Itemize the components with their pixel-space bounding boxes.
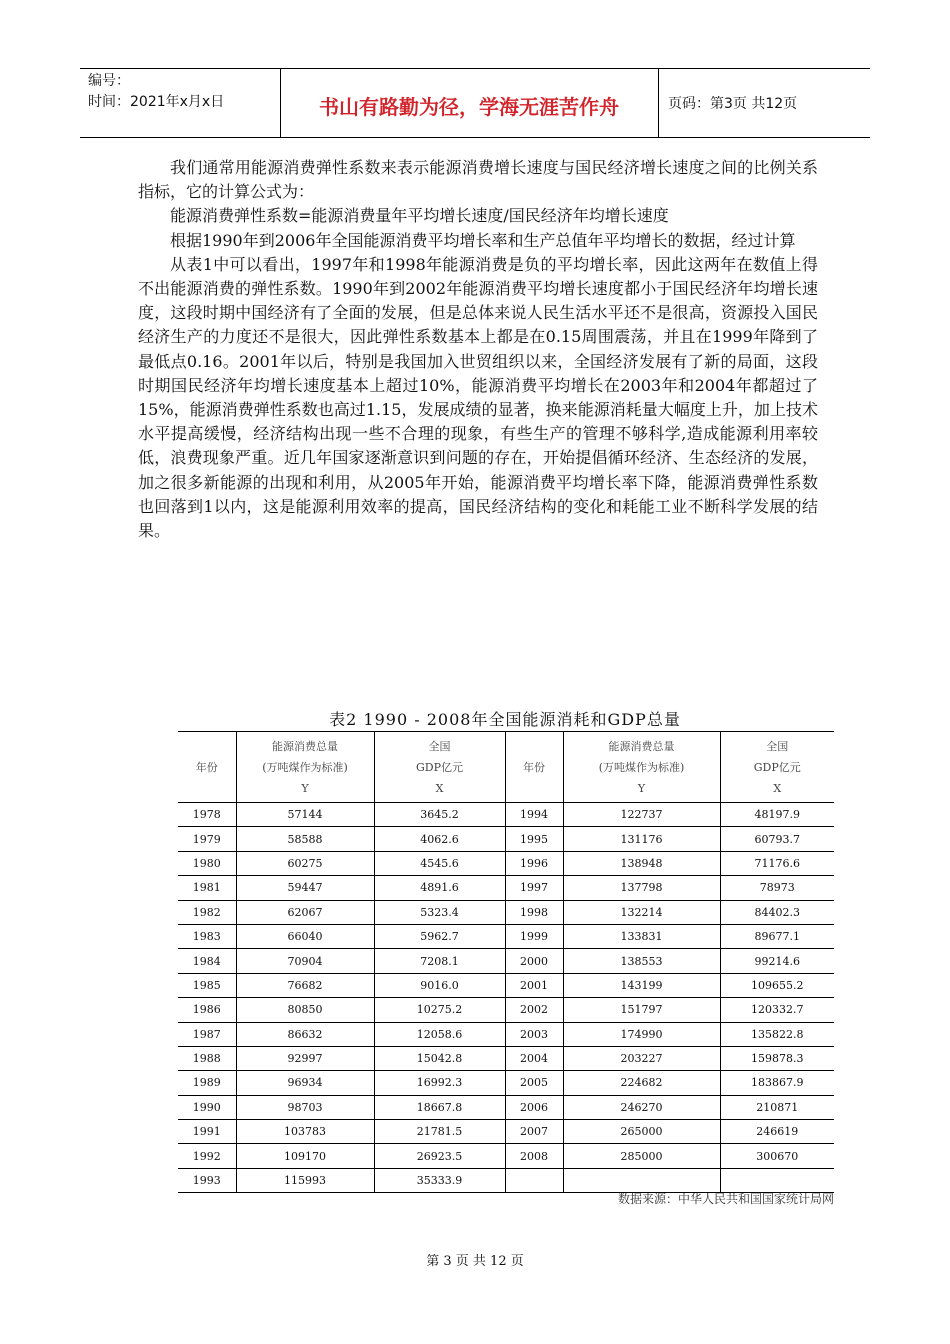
table-cell: 57144: [236, 803, 374, 827]
header-divider: [658, 69, 659, 137]
table-cell: 143199: [563, 973, 720, 997]
table-cell: 1979: [178, 827, 236, 851]
table-cell: 2000: [505, 949, 563, 973]
table-header-cell: [178, 732, 236, 803]
table-row: [178, 973, 834, 997]
table-cell: 1991: [178, 1120, 236, 1144]
table-cell: 246270: [563, 1095, 720, 1119]
table-cell: 80850: [236, 998, 374, 1022]
table-cell: 71176.6: [720, 851, 834, 875]
header-line: GDP亿元: [753, 760, 801, 774]
page-footer: 第 3 页 共 12 页: [426, 1254, 524, 1269]
table-cell: 1986: [178, 998, 236, 1022]
table-cell: 92997: [236, 1046, 374, 1070]
header-line: 能源消费总量: [608, 739, 675, 753]
table-cell: 86632: [236, 1022, 374, 1046]
header-line: (万吨煤作为标准): [262, 760, 348, 774]
table-cell: 122737: [563, 803, 720, 827]
table-cell: 210871: [720, 1095, 834, 1119]
document-number-label: 编号：: [88, 73, 130, 89]
table-cell: 16992.3: [374, 1071, 505, 1095]
table-cell: 159878.3: [720, 1046, 834, 1070]
table-cell: 84402.3: [720, 900, 834, 924]
table-row: [178, 827, 834, 851]
table-cell: 76682: [236, 973, 374, 997]
table-cell: 1983: [178, 924, 236, 948]
table-cell: 131176: [563, 827, 720, 851]
table-row: [178, 1095, 834, 1119]
table-cell: 138948: [563, 851, 720, 875]
table-row: [178, 851, 834, 875]
table-cell: 7208.1: [374, 949, 505, 973]
table-header-row: [178, 732, 834, 803]
table-header-cell: [505, 732, 563, 803]
table-cell: 151797: [563, 998, 720, 1022]
table-cell: 2001: [505, 973, 563, 997]
table-cell: 21781.5: [374, 1120, 505, 1144]
table-header-cell: [374, 732, 505, 803]
table-cell: 96934: [236, 1071, 374, 1095]
table-cell: 26923.5: [374, 1144, 505, 1168]
table-cell: 15042.8: [374, 1046, 505, 1070]
table-cell: 1987: [178, 1022, 236, 1046]
table-cell: 109655.2: [720, 973, 834, 997]
table-cell: 103783: [236, 1120, 374, 1144]
body-text: [138, 156, 818, 543]
header-line: X: [435, 781, 444, 795]
table-cell: 2005: [505, 1071, 563, 1095]
table-cell: 1996: [505, 851, 563, 875]
header-page-number: 页码：第3页 共12页: [668, 96, 798, 112]
table-cell: 138553: [563, 949, 720, 973]
header-line: Y: [301, 781, 309, 795]
table-cell: 1995: [505, 827, 563, 851]
table-cell: 5962.7: [374, 924, 505, 948]
table-caption: 表2 1990 - 2008年全国能源消耗和GDP总量: [329, 710, 681, 729]
page-header: [80, 68, 870, 138]
table-cell: 5323.4: [374, 900, 505, 924]
table-cell: 78973: [720, 876, 834, 900]
table-cell: 1988: [178, 1046, 236, 1070]
table-row: [178, 1046, 834, 1070]
table-row: [178, 949, 834, 973]
table-cell: 183867.9: [720, 1071, 834, 1095]
table-row: [178, 1071, 834, 1095]
table-header-cell: [563, 732, 720, 803]
table-cell: 137798: [563, 876, 720, 900]
table-cell: 203227: [563, 1046, 720, 1070]
table-cell: 1992: [178, 1144, 236, 1168]
table-cell: 4062.6: [374, 827, 505, 851]
paragraph: 我们通常用能源消费弹性系数来表示能源消费增长速度与国民经济增长速度之间的比例关系指标，它的计算公式为：: [138, 158, 818, 202]
table-header-cell: [236, 732, 374, 803]
table-row: [178, 998, 834, 1022]
table-cell: 1978: [178, 803, 236, 827]
paragraph: 从表1中可以看出，1997年和1998年能源消费是负的平均增长率，因此这两年在数值上得不出能源消费的弹性系数。1990年到2002年能源消费平均增长速度都小于国民经济年均增长速度，这段时期中国经济有了全面的发展，但是总体来说人民生活水平还不是很高，资源投入国民经济生产的力度还不是很大，因此弹性系数基本上都是在0.15周围震荡，并且在1999年降到了最低点0.16。2001年以后，特别是我国加入世贸组织以来，全国经济发展有了新的局面，这段时期国民经济年均增长速度基本上超过10%，能源消费平均增长在2003年和2004年都超过了15%，能源消费弹性系数也高过1.15，发展成绩的显著，换来能源消耗量大幅度上升，加上技术水平提高缓慢，经济结构出现一些不合理的现象，有些生产的管理不够科学,造成能源利用率较低，浪费现象严重。近几年国家逐渐意识到问题的存在，开始提倡循环经济、生态经济的发展，加之很多新能源的出现和利用，从2005年开始，能源消费平均增长率下降，能源消费弹性系数也回落到1以内，这是能源利用效率的提高，国民经济结构的变化和耗能工业不断科学发展的结果。: [138, 254, 818, 541]
table-cell: 48197.9: [720, 803, 834, 827]
table-cell: 4891.6: [374, 876, 505, 900]
table-cell: 2008: [505, 1144, 563, 1168]
table-cell: 1980: [178, 851, 236, 875]
table-cell: 1989: [178, 1071, 236, 1095]
energy-gdp-table: [178, 731, 834, 1193]
table-cell: 300670: [720, 1144, 834, 1168]
data-source-note: 数据来源：中华人民共和国国家统计局网: [617, 1192, 834, 1206]
table-cell: 1994: [505, 803, 563, 827]
table-row: [178, 1022, 834, 1046]
header-line: 能源消费总量: [272, 739, 338, 753]
table-cell: 224682: [563, 1071, 720, 1095]
table-cell: 285000: [563, 1144, 720, 1168]
table-row: [178, 900, 834, 924]
table-cell: 1993: [178, 1168, 236, 1192]
table-cell: 9016.0: [374, 973, 505, 997]
table-row: [178, 1144, 834, 1168]
table-cell: 89677.1: [720, 924, 834, 948]
table-cell: 115993: [236, 1168, 374, 1192]
table-cell: 60275: [236, 851, 374, 875]
document-time-label: 时间：2021年x月x日: [88, 94, 225, 110]
table-cell: 59447: [236, 876, 374, 900]
table-cell: 2003: [505, 1022, 563, 1046]
table-cell: 135822.8: [720, 1022, 834, 1046]
table-cell: 2006: [505, 1095, 563, 1119]
table-cell: 18667.8: [374, 1095, 505, 1119]
table-cell: 3645.2: [374, 803, 505, 827]
table-cell: 120332.7: [720, 998, 834, 1022]
table-cell: 133831: [563, 924, 720, 948]
header-line: (万吨煤作为标准): [598, 760, 685, 774]
table-cell: 62067: [236, 900, 374, 924]
table-cell: 1990: [178, 1095, 236, 1119]
header-meta: [88, 71, 224, 113]
table-cell: 58588: [236, 827, 374, 851]
table-row: [178, 876, 834, 900]
table-cell: 246619: [720, 1120, 834, 1144]
table-cell: 2002: [505, 998, 563, 1022]
table-cell: 10275.2: [374, 998, 505, 1022]
table-cell: 1982: [178, 900, 236, 924]
header-line: 年份: [195, 760, 218, 774]
table-row: [178, 924, 834, 948]
table-cell: 12058.6: [374, 1022, 505, 1046]
header-motto: 书山有路勤为径，学海无涯苦作舟: [319, 95, 619, 119]
table-cell: 1998: [505, 900, 563, 924]
table-header-cell: [720, 732, 834, 803]
table-cell: 1999: [505, 924, 563, 948]
table-cell: 2004: [505, 1046, 563, 1070]
paragraph: 能源消费弹性系数=能源消费量年平均增长速度/国民经济年均增长速度: [170, 206, 669, 226]
table-cell: [505, 1168, 563, 1192]
header-line: 年份: [523, 760, 545, 774]
table-row: [178, 803, 834, 827]
header-line: 全国: [428, 739, 451, 753]
table-cell: 35333.9: [374, 1168, 505, 1192]
table-cell: 109170: [236, 1144, 374, 1168]
paragraph: 根据1990年到2006年全国能源消费平均增长率和生产总值年平均增长的数据，经过计算: [170, 230, 796, 250]
table-cell: 1981: [178, 876, 236, 900]
table-cell: 174990: [563, 1022, 720, 1046]
header-line: 全国: [766, 739, 789, 753]
table-cell: 98703: [236, 1095, 374, 1119]
table-body: [178, 803, 834, 1193]
table-cell: 1985: [178, 973, 236, 997]
table-row: [178, 1120, 834, 1144]
table-cell: 99214.6: [720, 949, 834, 973]
header-line: X: [773, 781, 782, 795]
table-cell: 2007: [505, 1120, 563, 1144]
table-cell: 265000: [563, 1120, 720, 1144]
header-line: GDP亿元: [415, 760, 463, 774]
table-cell: 1997: [505, 876, 563, 900]
table-cell: 60793.7: [720, 827, 834, 851]
table-cell: 4545.6: [374, 851, 505, 875]
header-line: Y: [637, 781, 646, 795]
table-cell: 66040: [236, 924, 374, 948]
table-cell: 132214: [563, 900, 720, 924]
table-cell: 1984: [178, 949, 236, 973]
table-cell: 70904: [236, 949, 374, 973]
